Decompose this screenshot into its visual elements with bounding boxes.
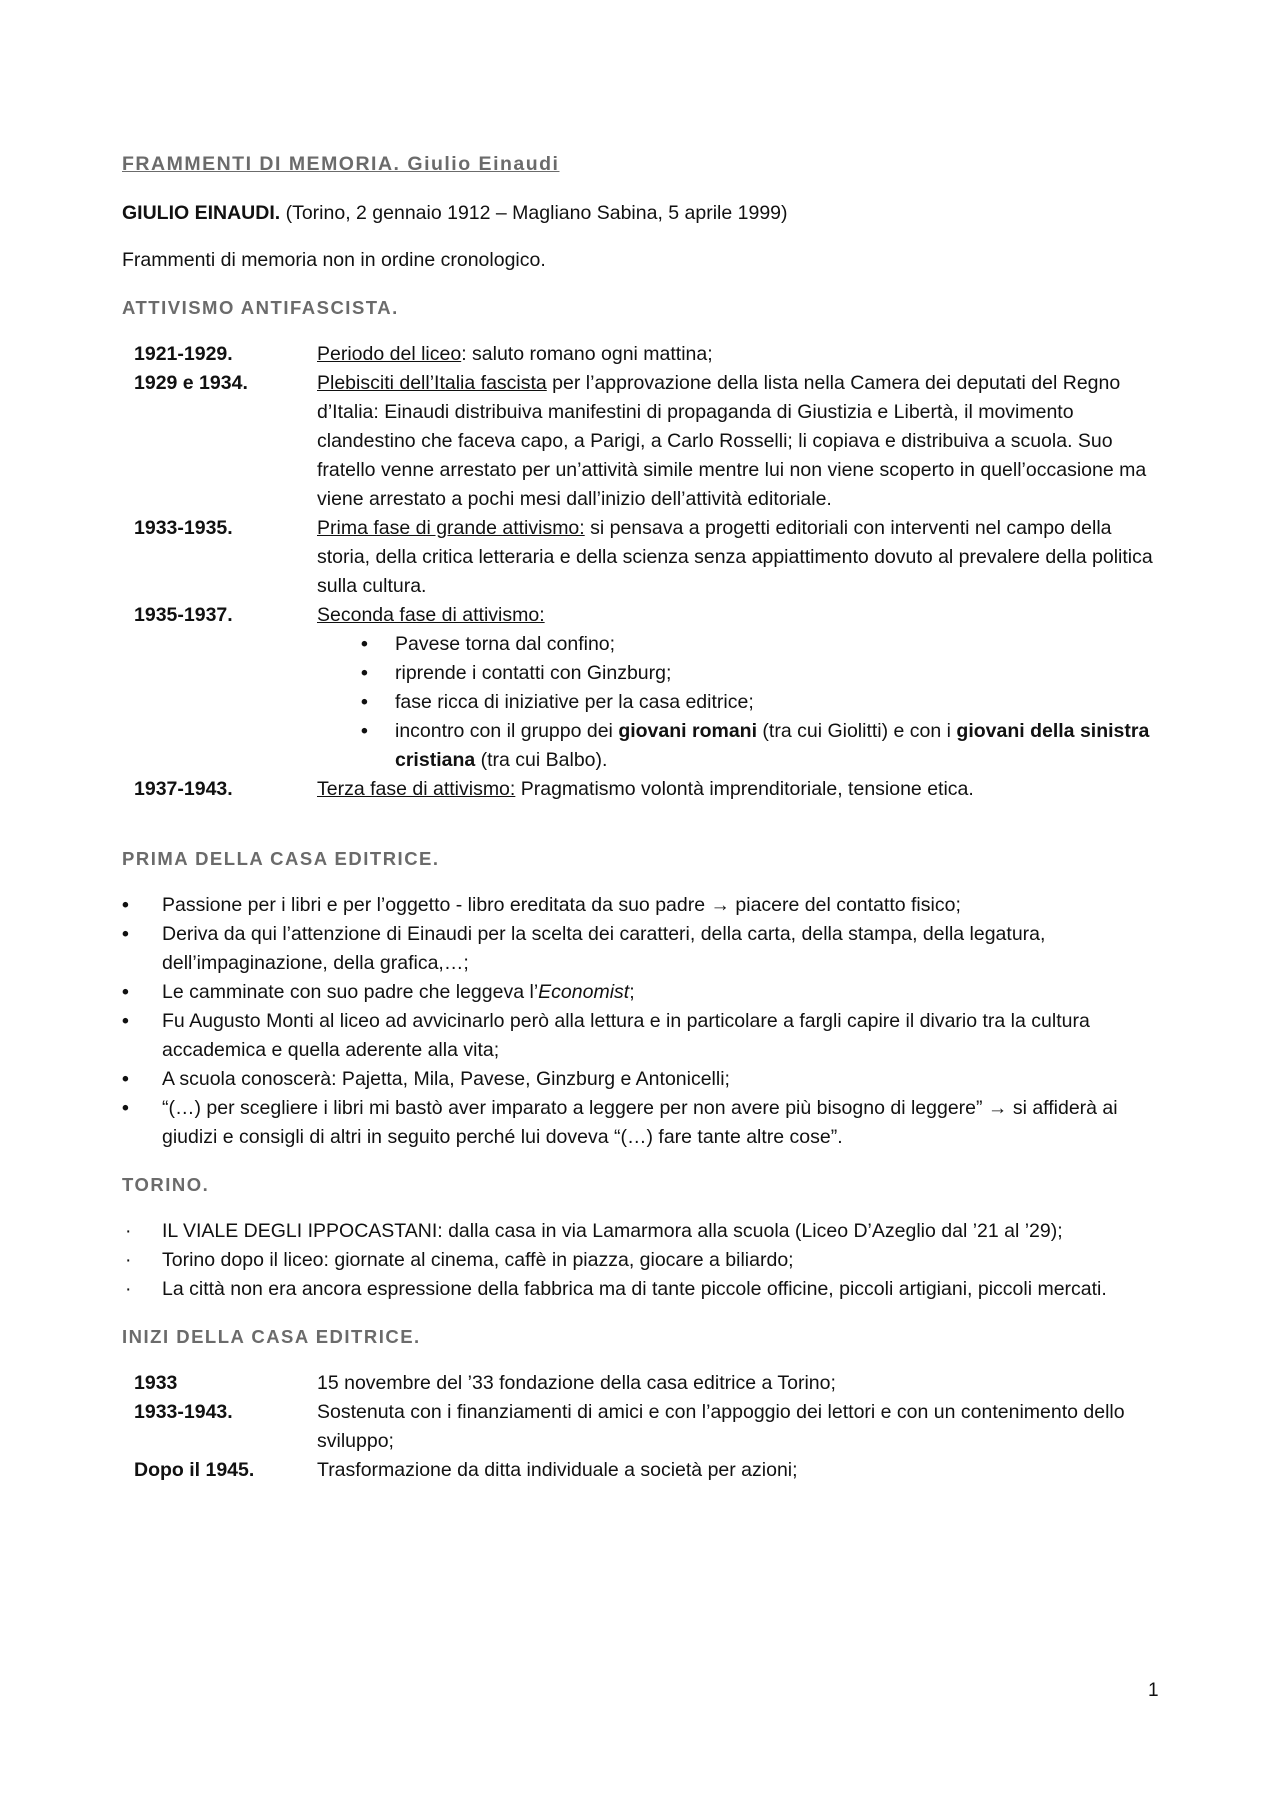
timeline-text	[317, 514, 1164, 601]
timeline-year: 1921-1929.	[134, 343, 233, 365]
timeline-label: Seconda fase di attivismo:	[317, 604, 545, 626]
timeline-text	[317, 340, 1164, 369]
section-heading-inizi: INIZI DELLA CASA EDITRICE.	[122, 1326, 421, 1347]
timeline-year: 1933-1935.	[134, 517, 233, 539]
timeline-row	[134, 1456, 1164, 1485]
list-item: • Deriva da qui l’attenzione di Einaudi per la scelta dei caratteri, della carta, della stampa, della legatura, dell’impaginazione, della grafica,…;	[122, 920, 1162, 978]
list-item: • “(…) per scegliere i libri mi bastò aver imparato a leggere per non avere più bisogno di leggere” → si affiderà ai giudizi e consigli di altri in seguito perché lui doveva “(…) fare tante altre cose”.	[122, 1094, 1162, 1152]
list-item	[122, 978, 1162, 1007]
timeline-description: Pragmatismo volontà imprenditoriale, tensione etica.	[515, 778, 974, 800]
document-body	[122, 150, 1162, 1507]
timeline-label: Prima fase di grande attivismo:	[317, 517, 585, 539]
timeline-row	[134, 340, 1164, 369]
timeline-row	[134, 1398, 1164, 1456]
timeline-row	[134, 514, 1164, 601]
item-text: ;	[629, 981, 635, 1003]
inizi-timeline	[134, 1369, 1164, 1485]
list-item	[361, 717, 1164, 775]
item-bold-text: giovani della sinistra cristiana	[395, 720, 1150, 771]
torino-list	[122, 1217, 1162, 1304]
timeline-description: si pensava a progetti editoriali con interventi nel campo della storia, della critica letteraria e della scienza senza appiattimento dovuto al prevalere della politica sulla cultura.	[317, 517, 1153, 597]
list-item: • Passione per i libri e per l’oggetto - libro ereditata da suo padre → piacere del contatto fisico;	[122, 891, 1162, 920]
timeline-row	[134, 775, 1164, 804]
timeline-year: Dopo il 1945.	[134, 1459, 255, 1481]
timeline-year: 1935-1937.	[134, 604, 233, 626]
timeline-row	[134, 601, 1164, 775]
timeline-year: 1929 e 1934.	[134, 372, 248, 394]
list-item: · Torino dopo il liceo: giornate al cinema, caffè in piazza, giocare a biliardo;	[122, 1246, 1162, 1275]
author-dates: (Torino, 2 gennaio 1912 – Magliano Sabina, 5 aprile 1999)	[280, 202, 788, 224]
page-number: 1	[1148, 1680, 1159, 1701]
timeline-year: 1933	[134, 1372, 178, 1394]
list-item: • Pavese torna dal confino;	[361, 630, 1164, 659]
timeline-description: : saluto romano ogni mattina;	[461, 343, 713, 365]
author-line	[122, 199, 1162, 228]
list-item: • A scuola conoscerà: Pajetta, Mila, Pavese, Ginzburg e Antonicelli;	[122, 1065, 1162, 1094]
timeline-text: Trasformazione da ditta individuale a società per azioni;	[317, 1459, 798, 1481]
list-item: · La città non era ancora espressione della fabbrica ma di tante piccole officine, piccoli artigiani, piccoli mercati.	[122, 1275, 1162, 1304]
timeline-text	[317, 775, 1164, 804]
timeline-text	[317, 601, 1164, 775]
timeline-row	[134, 1369, 1164, 1398]
list-item: • fase ricca di iniziative per la casa editrice;	[361, 688, 1164, 717]
item-text: Le camminate con suo padre che leggeva l’	[162, 981, 539, 1003]
timeline-row	[134, 369, 1164, 514]
list-item: · IL VIALE DEGLI IPPOCASTANI: dalla casa in via Lamarmora alla scuola (Liceo D’Azeglio dal ’21 al ’29);	[122, 1217, 1162, 1246]
item-text: (tra cui Balbo).	[475, 749, 608, 771]
item-text: (tra cui Giolitti) e con i	[757, 720, 957, 742]
timeline-label: Periodo del liceo	[317, 343, 462, 365]
timeline-text: Sostenuta con i finanziamenti di amici e con l’appoggio dei lettori e con un contenimento dello sviluppo;	[317, 1401, 1125, 1452]
second-phase-list	[317, 630, 1164, 775]
timeline-text: 15 novembre del ’33 fondazione della casa editrice a Torino;	[317, 1372, 836, 1394]
timeline-year: 1933-1943.	[134, 1401, 233, 1423]
timeline-description: per l’approvazione della lista nella Camera dei deputati del Regno d’Italia: Einaudi distribuiva manifestini di propaganda di Giustizia e Libertà, il movimento clandestino che faceva capo, a Parigi, a Carlo Rosselli; li copiava e distribuiva a scuola. Suo fratello venne arrestato per un’attività simile mentre lui non viene scoperto in quell’occasione ma viene arrestato a pochi mesi dall’inizio dell’attività editoriale.	[317, 372, 1147, 510]
section-heading-attivismo: ATTIVISMO ANTIFASCISTA.	[122, 297, 399, 318]
spacer	[122, 826, 1162, 844]
timeline-label: Plebisciti dell’Italia fascista	[317, 372, 547, 394]
author-name: GIULIO EINAUDI.	[122, 202, 281, 224]
attivismo-timeline	[134, 340, 1164, 804]
list-item: • riprende i contatti con Ginzburg;	[361, 659, 1164, 688]
list-item: • Fu Augusto Monti al liceo ad avvicinarlo però alla lettura e in particolare a fargli capire il divario tra la cultura accademica e quella aderente alla vita;	[122, 1007, 1162, 1065]
intro-paragraph: Frammenti di memoria non in ordine cronologico.	[122, 249, 546, 271]
timeline-label: Terza fase di attivismo:	[317, 778, 516, 800]
item-italic-text: Economist	[538, 981, 630, 1003]
timeline-text	[317, 369, 1164, 514]
section-heading-prima: PRIMA DELLA CASA EDITRICE.	[122, 848, 440, 869]
document-title: FRAMMENTI DI MEMORIA. Giulio Einaudi	[122, 153, 560, 175]
timeline-year: 1937-1943.	[134, 778, 233, 800]
item-bold-text: giovani romani	[618, 720, 758, 742]
prima-bullet-list	[122, 891, 1162, 1152]
item-text: incontro con il gruppo dei	[395, 720, 619, 742]
section-heading-torino: TORINO.	[122, 1174, 210, 1195]
